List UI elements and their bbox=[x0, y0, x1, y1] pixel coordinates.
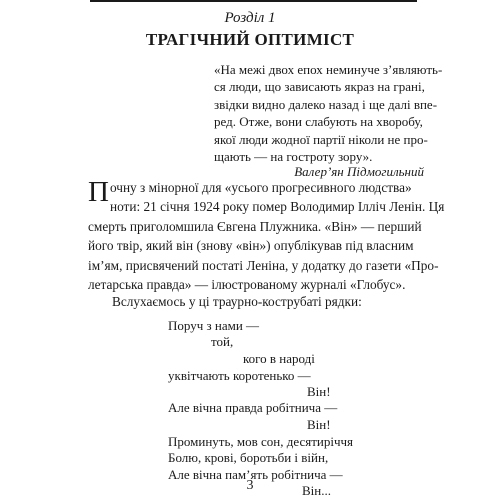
page-number: 3 bbox=[246, 478, 254, 493]
epigraph-line: ся люди, що зависають якраз на грані, bbox=[214, 79, 425, 95]
epigraph-line: якої люди жодної партії ніколи не про- bbox=[214, 131, 428, 147]
body-line: його твір, який він (знову «він») опублікував під власним bbox=[88, 238, 414, 254]
body-line: ноти: 21 січня 1924 року помер Володимир Ілліч Ленін. Ця bbox=[109, 199, 445, 215]
poem-line: Але вічна правда робітнича — bbox=[168, 400, 338, 415]
poem-line: уквітчають коротенько — bbox=[168, 368, 311, 383]
poem-line: Поруч з нами — bbox=[168, 318, 260, 333]
poem-intro: Вслухаємось у ці траурно-кострубаті рядки: bbox=[112, 294, 362, 309]
epigraph-line: звідки видно далеко назад і ще далі впе- bbox=[214, 96, 438, 112]
epigraph-line: «На межі двох епох неминуче з’являють- bbox=[214, 62, 443, 77]
body-paragraph bbox=[88, 176, 445, 294]
body-line: летарська правда» — ілюстрованому журналі «Глобус». bbox=[88, 276, 406, 292]
poem-line: Проминуть, мов сон, десятиріччя bbox=[168, 434, 353, 449]
poem-line: той, bbox=[211, 334, 234, 349]
epigraph-line: щають — на гостроту зору». bbox=[214, 148, 373, 164]
poem-line: Але вічна пам’ять робітнича — bbox=[168, 467, 343, 482]
poem-line: Болю, крові, боротьби і війн, bbox=[168, 450, 329, 465]
epigraph-author: Валер’ян Підмогильний bbox=[294, 164, 424, 179]
epigraph bbox=[214, 61, 443, 179]
poem-line: Він... bbox=[302, 483, 331, 498]
poem-line: Він! bbox=[307, 384, 331, 399]
body-line: смерть приголомшила Євгена Плужника. «Він» — перший bbox=[88, 218, 422, 234]
body-line: очну з мінорної для «усього прогресивного людства» bbox=[109, 180, 412, 195]
top-rule bbox=[90, 0, 417, 2]
epigraph-line: ред. Отже, вони слабують на хворобу, bbox=[214, 114, 423, 130]
chapter-title: ТРАГІЧНИЙ ОПТИМІСТ bbox=[145, 30, 355, 49]
drop-cap: П bbox=[88, 176, 109, 208]
body-line: ім’ям, присвячений постаті Леніна, у додатку до газети «Про- bbox=[88, 257, 439, 273]
chapter-label: Розділ 1 bbox=[224, 10, 276, 26]
poem-line: кого в народі bbox=[243, 351, 315, 366]
poem-line: Він! bbox=[307, 417, 331, 432]
